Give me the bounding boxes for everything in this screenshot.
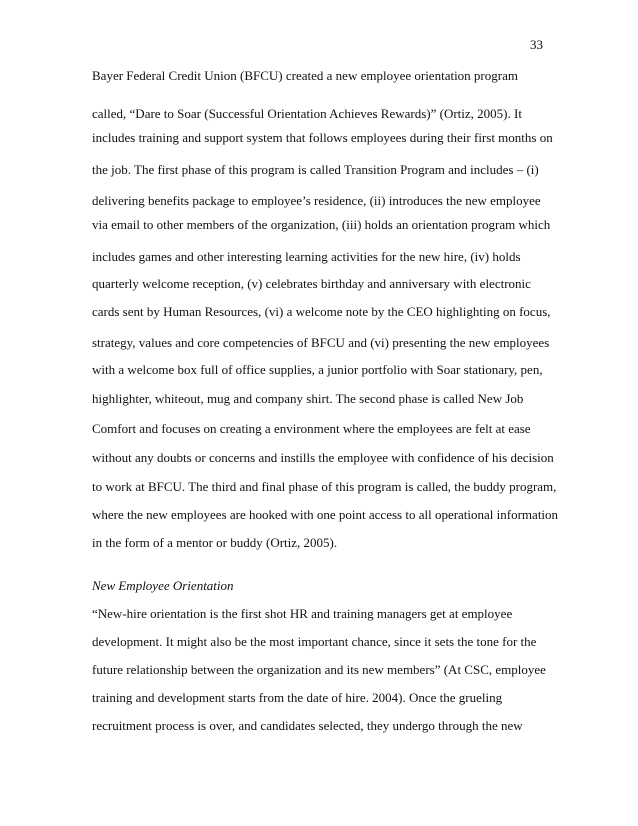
paragraph-line: Bayer Federal Credit Union (BFCU) created a new employee orientation program (92, 68, 518, 83)
paragraph-line: Comfort and focuses on creating a environment where the employees are felt at ease (92, 421, 531, 436)
paragraph-line: strategy, values and core competencies of BFCU and (vi) presenting the new employees (92, 335, 550, 350)
paragraph-line: cards sent by Human Resources, (vi) a welcome note by the CEO highlighting on focus, (92, 304, 551, 319)
paragraph-line: highlighter, whiteout, mug and company shirt. The second phase is called New Job (92, 391, 524, 406)
section-heading: New Employee Orientation (92, 578, 234, 593)
paragraph-line: to work at BFCU. The third and final phase of this program is called, the buddy program, (92, 479, 557, 494)
paragraph-line: in the form of a mentor or buddy (Ortiz, 2005). (92, 535, 338, 550)
paragraph-line: includes games and other interesting learning activities for the new hire, (iv) holds (92, 249, 521, 264)
paragraph-line: training and development starts from the date of hire. 2004). Once the grueling (92, 690, 503, 705)
paragraph-line: where the new employees are hooked with one point access to all operational information (92, 507, 559, 522)
paragraph-line: future relationship between the organization and its new members” (At CSC, employee (92, 662, 546, 677)
paragraph-line: the job. The first phase of this program is called Transition Program and includes – (i) (92, 162, 539, 177)
paragraph-line: called, “Dare to Soar (Successful Orientation Achieves Rewards)” (Ortiz, 2005). It (92, 106, 522, 121)
page-number: 33 (530, 37, 543, 52)
paragraph-line: with a welcome box full of office supplies, a junior portfolio with Soar stationary, pen, (92, 362, 543, 377)
paragraph-line: development. It might also be the most important chance, since it sets the tone for the (92, 634, 537, 649)
paragraph-line: “New-hire orientation is the first shot HR and training managers get at employee (92, 606, 513, 621)
paragraph-line: includes training and support system that follows employees during their first months on (92, 130, 553, 145)
paragraph-line: recruitment process is over, and candidates selected, they undergo through the new (92, 718, 523, 733)
paragraph-line: delivering benefits package to employee’s residence, (ii) introduces the new employee (92, 193, 541, 208)
paragraph-line: quarterly welcome reception, (v) celebrates birthday and anniversary with electronic (92, 276, 531, 291)
paragraph-line: via email to other members of the organization, (iii) holds an orientation program which (92, 217, 551, 232)
paragraph-line: without any doubts or concerns and instills the employee with confidence of his decision (92, 450, 554, 465)
